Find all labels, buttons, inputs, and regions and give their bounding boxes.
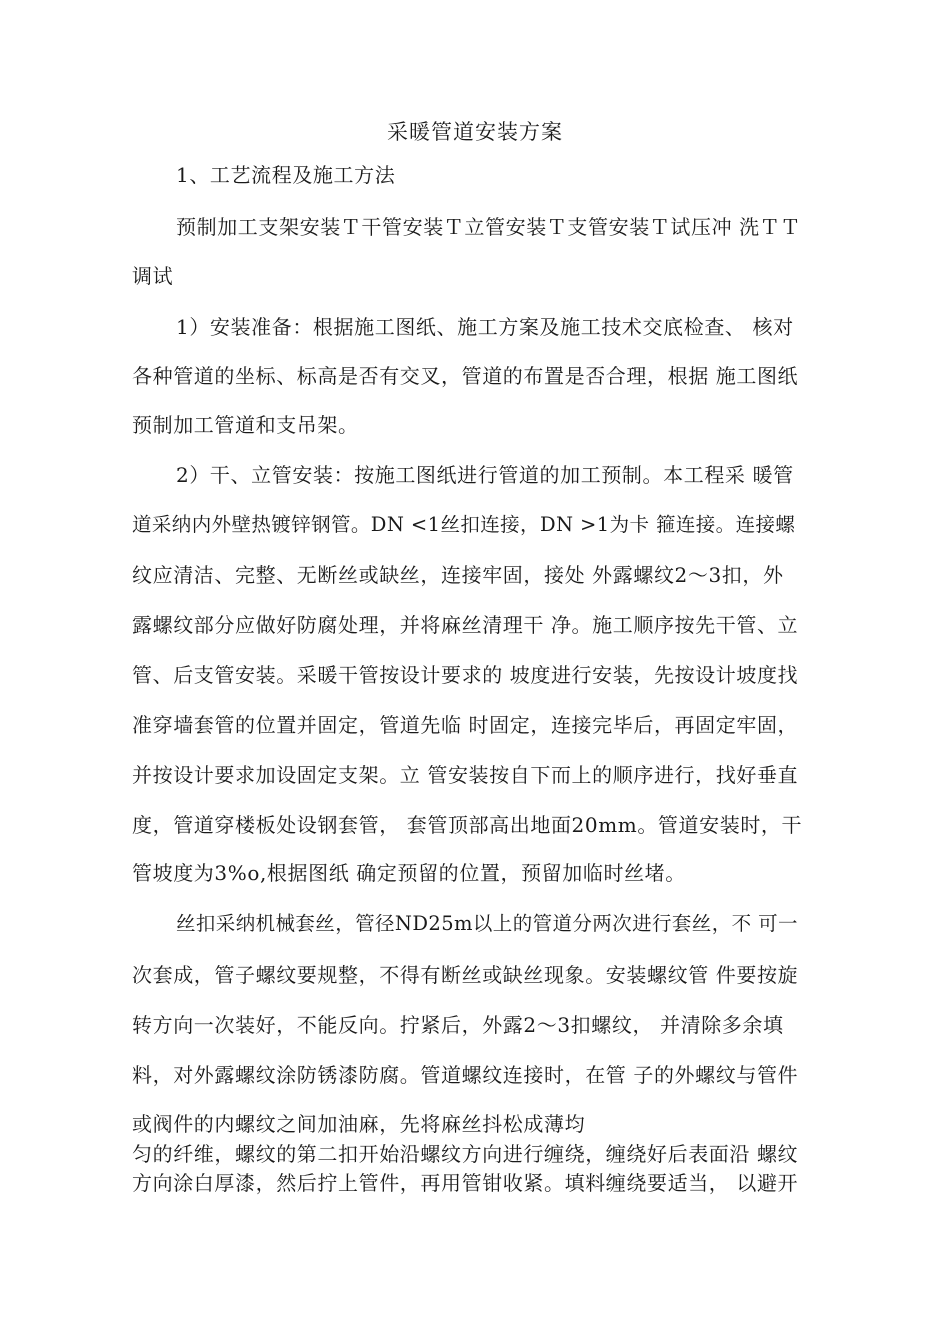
paragraph-line: 管、后支管安装。采暖干管按设计要求的 坡度进行安装，先按设计坡度找 (132, 663, 799, 687)
paragraph-line: 管坡度为3%o,根据图纸 确定预留的位置，预留加临时丝堵。 (132, 861, 686, 885)
paragraph-line: 料，对外露螺纹涂防锈漆防腐。管道螺纹连接时，在管 子的外螺纹与管件 (132, 1063, 799, 1087)
paragraph-line: 2）干、立管安装：按施工图纸进行管道的加工预制。本工程采 暖管 (176, 463, 794, 487)
paragraph-line: 丝扣采纳机械套丝，管径ND25m以上的管道分两次进行套丝，不 可一 (176, 912, 798, 935)
paragraph-line: 方向涂白厚漆，然后拧上管件，再用管钳收紧。填料缠绕要适当， 以避开 (132, 1171, 799, 1195)
paragraph-line: 纹应清洁、完整、无断丝或缺丝，连接牢固，接处 外露螺纹2〜3扣，外 (132, 563, 784, 587)
paragraph-line: 准穿墙套管的位置并固定，管道先临 时固定，连接完毕后，再固定牢固， (132, 713, 799, 737)
paragraph-line: 次套成，管子螺纹要规整，不得有断丝或缺丝现象。安装螺纹管 件要按旋 (132, 963, 799, 987)
paragraph-line: 度，管道穿楼板处设钢套管， 套管顶部高出地面20mm。管道安装时，干 (132, 813, 803, 837)
paragraph-line: 各种管道的坐标、标高是否有交叉，管道的布置是否合理，根据 施工图纸 (132, 364, 799, 388)
paragraph-line: 转方向一次装好，不能反向。拧紧后，外露2〜3扣螺纹， 并清除多余填 (132, 1013, 784, 1037)
paragraph-line: 并按设计要求加设固定支架。立 管安装按自下而上的顺序进行，找好垂直 (132, 763, 799, 787)
paragraph-line: 预制加工管道和支吊架。 (132, 413, 359, 437)
paragraph-line: 匀的纤维，螺纹的第二扣开始沿螺纹方向进行缠绕，缠绕好后表面沿 螺纹 (132, 1142, 799, 1166)
paragraph-line: 道采纳内外壁热镀锌钢管。DN <1丝扣连接，DN >1为卡 箍连接。连接螺 (132, 513, 796, 536)
section-heading: 1、工艺流程及施工方法 (176, 163, 396, 187)
paragraph-line: 预制加工支架安装Ｔ干管安装Ｔ立管安装Ｔ支管安装Ｔ试压冲 洗ＴＴ (176, 215, 801, 239)
paragraph-line: 调试 (132, 264, 174, 288)
paragraph-line: 露螺纹部分应做好防腐处理，并将麻丝清理干 净。施工顺序按先干管、立 (132, 613, 799, 637)
paragraph-line: 1）安装准备：根据施工图纸、施工方案及施工技术交底检查、 核对 (176, 315, 794, 339)
paragraph-line: 或阀件的内螺纹之间加油麻，先将麻丝抖松成薄均 (132, 1112, 586, 1136)
document-title: 采暖管道安装方案 (387, 120, 563, 144)
